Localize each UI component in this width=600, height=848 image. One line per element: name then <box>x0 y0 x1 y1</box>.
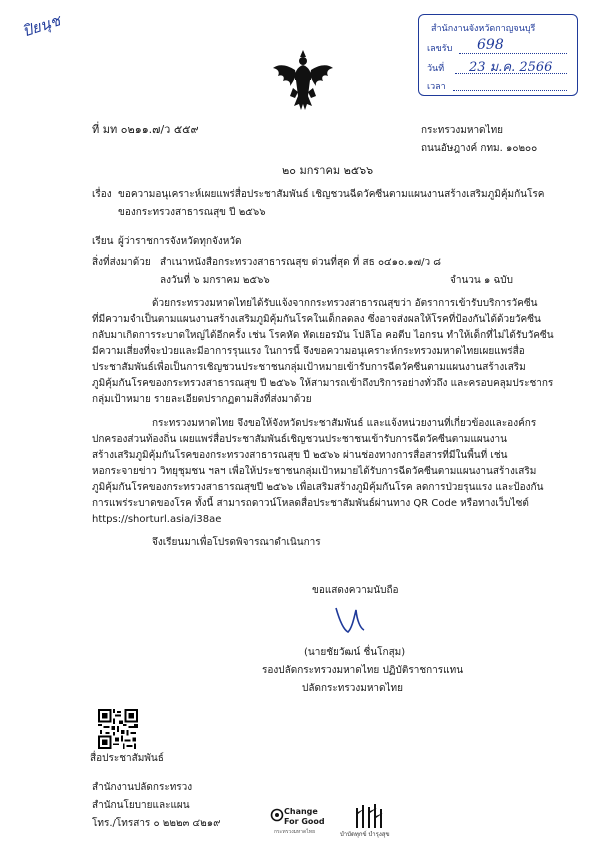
bamboo-logo-text: บำบัดทุกข์ บำรุงสุข <box>340 831 390 838</box>
change-logo-swirl-icon <box>270 808 284 822</box>
signer-position-2: ปลัดกระทรวงมหาดไทย <box>302 683 404 694</box>
stamp-org: สำนักงานจังหวัดกาญจนบุรี <box>431 24 536 34</box>
signer-position-1: รองปลัดกระทรวงมหาดไทย ปฏิบัติราชการแทน <box>262 665 464 676</box>
body-paragraph-1 <box>92 296 554 408</box>
para2-line: ภูมิคุ้มกันโรคของกระทรวงสาธารณสุขปี ๒๕๖๖ เพื่อเสริมสร้างภูมิคุ้มกันโรค ลดการป่วยรุนแรง และป้องกัน <box>92 482 544 493</box>
to-value: ผู้ว่าราชการจังหวัดทุกจังหวัด <box>118 236 242 247</box>
stamp-recv-label: เลขรับ <box>427 44 453 54</box>
footer-phone: โทร./โทรสาร ๐ ๒๒๒๓ ๔๒๑๙ <box>92 818 221 829</box>
para2-line: https://shorturl.asia/i38ae <box>92 514 222 525</box>
attachment-line-2: ลงวันที่ ๖ มกราคม ๒๕๖๖ <box>160 275 270 286</box>
footer-division: สำนักนโยบายและแผน <box>92 800 190 811</box>
regards-line: ขอแสดงความนับถือ <box>312 585 399 596</box>
to-label: เรียน <box>92 236 114 247</box>
closing-line: จึงเรียนมาเพื่อโปรดพิจารณาดำเนินการ <box>152 537 321 548</box>
para1-line: ด้วยกระทรวงมหาดไทยได้รับแจ้งจากกระทรวงสาธารณสุขว่า อัตราการเข้ารับบริการวัคซีน <box>152 298 538 309</box>
attachment-label: สิ่งที่ส่งมาด้วย <box>92 257 151 268</box>
para1-line: กลับมาเกิดการระบาดใหญ่ได้อีกครั้ง เช่น โรคหัด หัดเยอรมัน โปลิโอ คอตีบ ไอกรน ทำให้เด็กที่ไม่ได้รับวัคซีน <box>92 330 554 341</box>
para1-line: ภูมิคุ้มกันโรคของกระทรวงสาธารณสุข ปี ๒๕๖๖ ให้สามารถเข้าถึงบริการอย่างทั่วถึง และครอบคลุมประชากร <box>92 378 554 389</box>
garuda-emblem-icon <box>272 48 334 114</box>
change-logo-sub: กระทรวงมหาดไทย <box>274 829 316 835</box>
handwritten-initials: ปิยนุช <box>20 11 63 41</box>
para1-line: กลุ่มเป้าหมาย รายละเอียดปรากฏตามสิ่งที่ส่งมาด้วย <box>92 394 312 405</box>
stamp-recv-no: 698 <box>477 37 504 53</box>
receipt-stamp <box>418 14 578 96</box>
change-logo-line-2: For Good <box>284 817 325 826</box>
para2-line: หอกระจายข่าว วิทยุชุมชน ฯลฯ เพื่อให้ประชาชนกลุ่มเป้าหมายได้รับการฉีดวัคซีนตามแผนงานสร้างเสริม <box>92 466 537 477</box>
para1-line: ประชาสัมพันธ์เพื่อเป็นการเชิญชวนประชาชนกลุ่มเป้าหมายเข้ารับการฉีดวัคซีนตามแผนงานสร้างเสริม <box>92 362 526 373</box>
signature-mark <box>330 600 370 640</box>
subject-label: เรื่อง <box>92 189 112 200</box>
subject-line-2: ของกระทรวงสาธารณสุข ปี ๒๕๖๖ <box>118 207 266 218</box>
para2-line: กระทรวงมหาดไทย จึงขอให้จังหวัดประชาสัมพันธ์ และแจ้งหน่วยงานที่เกี่ยวข้องและองค์กร <box>152 418 537 429</box>
signer-name: (นายชัยวัฒน์ ชื่นโกสุม) <box>304 647 406 658</box>
qr-caption: สื่อประชาสัมพันธ์ <box>90 753 164 764</box>
document-number: ที่ มท ๐๒๑๑.๗/ว ๕๕๙ <box>92 123 199 136</box>
ministry-address: ถนนอัษฎางค์ กทม. ๑๐๒๐๐ <box>421 143 538 154</box>
para2-line: สร้างเสริมภูมิคุ้มกันโรคของกระทรวงสาธารณสุข ปี ๒๕๖๖ ผ่านช่องทางการสื่อสารที่มีในพื้นที่ เช่น <box>92 450 508 461</box>
stamp-date-value: 23 ม.ค. 2566 <box>469 60 553 75</box>
attachment-count: จำนวน ๑ ฉบับ <box>450 275 513 286</box>
qr-code-icon[interactable] <box>98 709 138 749</box>
para1-line: มีความเสี่ยงที่จะป่วยและมีอาการรุนแรง ในการนี้ จึงขอความอนุเคราะห์กระทรวงมหาดไทยเผยแพร่สื่อ <box>92 346 525 357</box>
para1-line: ที่มีความจำเป็นตามแผนงานสร้างเสริมภูมิคุ้มกันโรคในเด็กลดลง ซึ่งอาจส่งผลให้โรคที่ป้องกันได้ด้วยวัคซีน <box>92 314 541 325</box>
ministry-name: กระทรวงมหาดไทย <box>421 125 504 136</box>
para2-line: ปกครองส่วนท้องถิ่น เผยแพร่สื่อประชาสัมพันธ์เชิญชวนประชาชนเข้ารับการฉีดวัคซีนตามแผนงาน <box>92 434 507 445</box>
body-paragraph-2 <box>92 416 554 528</box>
para2-line: การแพร่ระบาดของโรค ทั้งนี้ สามารถดาวน์โหลดสื่อประชาสัมพันธ์ผ่านทาง QR Code หรือทางเว็บไซต์ <box>92 498 529 509</box>
subject-line-1: ขอความอนุเคราะห์เผยแพร่สื่อประชาสัมพันธ์ เชิญชวนฉีดวัคซีนตามแผนงานสร้างเสริมภูมิคุ้มกันโรค <box>118 189 545 200</box>
footer-office: สำนักงานปลัดกระทรวง <box>92 782 193 793</box>
attachment-line-1: สำเนาหนังสือกระทรวงสาธารณสุข ด่วนที่สุด ที่ สธ ๐๔๑๐.๑๗/ว ๘ <box>160 257 441 268</box>
change-logo-line-1: Change <box>284 807 318 816</box>
bamboo-icon <box>350 804 388 830</box>
bamboo-logo <box>340 804 398 844</box>
stamp-date-label: วันที่ <box>427 64 445 74</box>
stamp-time-label: เวลา <box>427 82 446 92</box>
change-for-good-logo <box>270 806 332 842</box>
document-date: ๒๐ มกราคม ๒๕๖๖ <box>282 164 374 177</box>
